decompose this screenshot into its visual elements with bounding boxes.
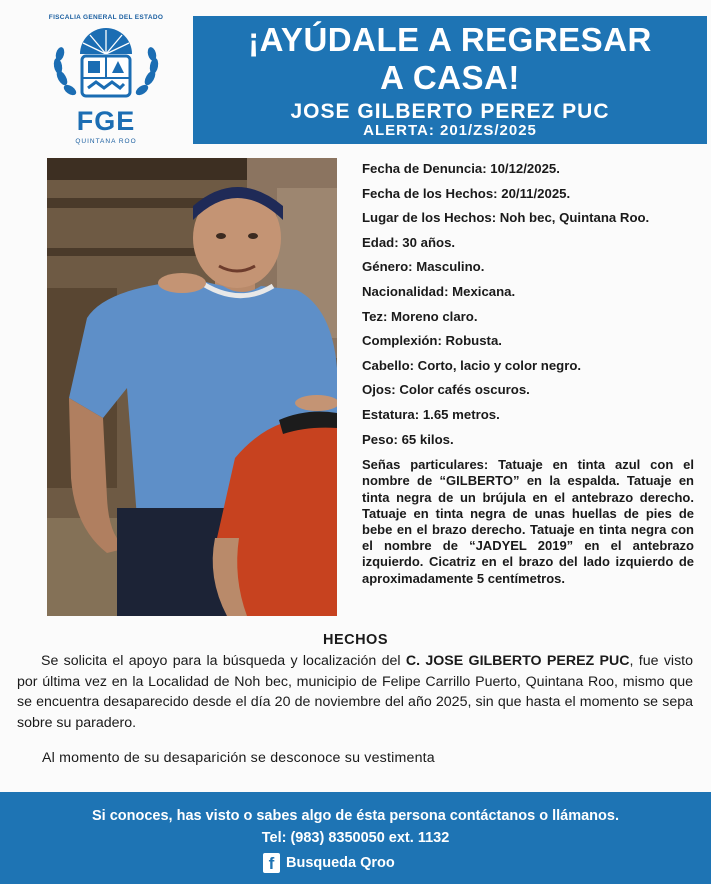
facebook-link[interactable] [263,852,395,874]
facebook-page-name: Busqueda Qroo [286,855,395,871]
contact-phone[interactable]: Tel: (983) 8350050 ext. 1132 [261,830,450,846]
state-seal-icon [46,28,166,108]
title-banner [193,16,707,144]
detail-genero: Género: Masculino. [362,259,485,275]
hechos-intro: Se solicita el apoyo para la búsqueda y localización del [41,653,406,669]
detail-senas-particulares: Señas particulares: Tatuaje en tinta azul con el nombre de “GILBERTO” en la espalda. Tatuaje en tinta negra de un brújula en el antebrazo derecho. Tatuaje en tinta negra de unas huellas de pies de bebe en el brazo derecho. Tatuaje en tinta negra con el nombre de “JADYEL 2019” en el antebrazo izquierdo. Cicatriz en el brazo del lado izquierdo de aproximadamente 5 centímetros. [362,457,694,586]
contact-request: Si conoces, has visto o sabes algo de ésta persona contáctanos o llámanos. [91,808,619,824]
detail-cabello: Cabello: Corto, lacio y color negro. [362,357,582,373]
headline-line-1: ¡AYÚDALE A REGRESAR [248,21,652,58]
person-details [362,160,694,587]
logo-acronym: FGE [76,106,136,136]
hechos-person-name: C. JOSE GILBERTO PEREZ PUC [405,653,630,669]
detail-peso: Peso: 65 kilos. [362,431,454,447]
fge-logo [40,14,172,146]
detail-complexion: Complexión: Robusta. [362,333,502,349]
detail-fecha-denuncia: Fecha de Denuncia: 10/12/2025. [362,161,560,176]
hechos-details: , fue visto por última vez en la Localidad de Noh bec, municipio de Felipe Carrillo Puerto, Quintana Roo, mismo que se encuentra desaparecido desde el día 20 de noviembre del año 2025, sin que hasta el momento se sepa sobre su paradero. [17,653,693,731]
headline-line-2: A CASA! [380,59,520,96]
contact-footer [0,792,711,884]
detail-fecha-hechos: Fecha de los Hechos: 20/11/2025. [362,185,571,201]
hechos-heading: HECHOS [322,632,389,648]
detail-tez: Tez: Moreno claro. [362,308,478,324]
detail-edad: Edad: 30 años. [362,234,456,250]
missing-person-name: JOSE GILBERTO PEREZ PUC [290,100,610,123]
alert-number: ALERTA: 201/ZS/2025 [363,122,537,139]
detail-nacionalidad: Nacionalidad: Mexicana. [362,283,516,299]
hechos-paragraph [17,651,693,733]
logo-top-text: FISCALIA GENERAL DEL ESTADO [48,14,164,21]
logo-state-name: QUINTANA ROO [75,138,137,145]
photo-illustration [47,158,337,616]
detail-ojos: Ojos: Color cafés oscuros. [362,382,530,398]
facebook-icon: f [263,853,280,873]
detail-estatura: Estatura: 1.65 metros. [362,406,500,422]
missing-person-photo [47,158,337,616]
clothing-note: Al momento de su desaparición se desconoce su vestimenta [42,750,435,766]
detail-lugar-hechos: Lugar de los Hechos: Noh bec, Quintana Roo. [362,210,650,226]
